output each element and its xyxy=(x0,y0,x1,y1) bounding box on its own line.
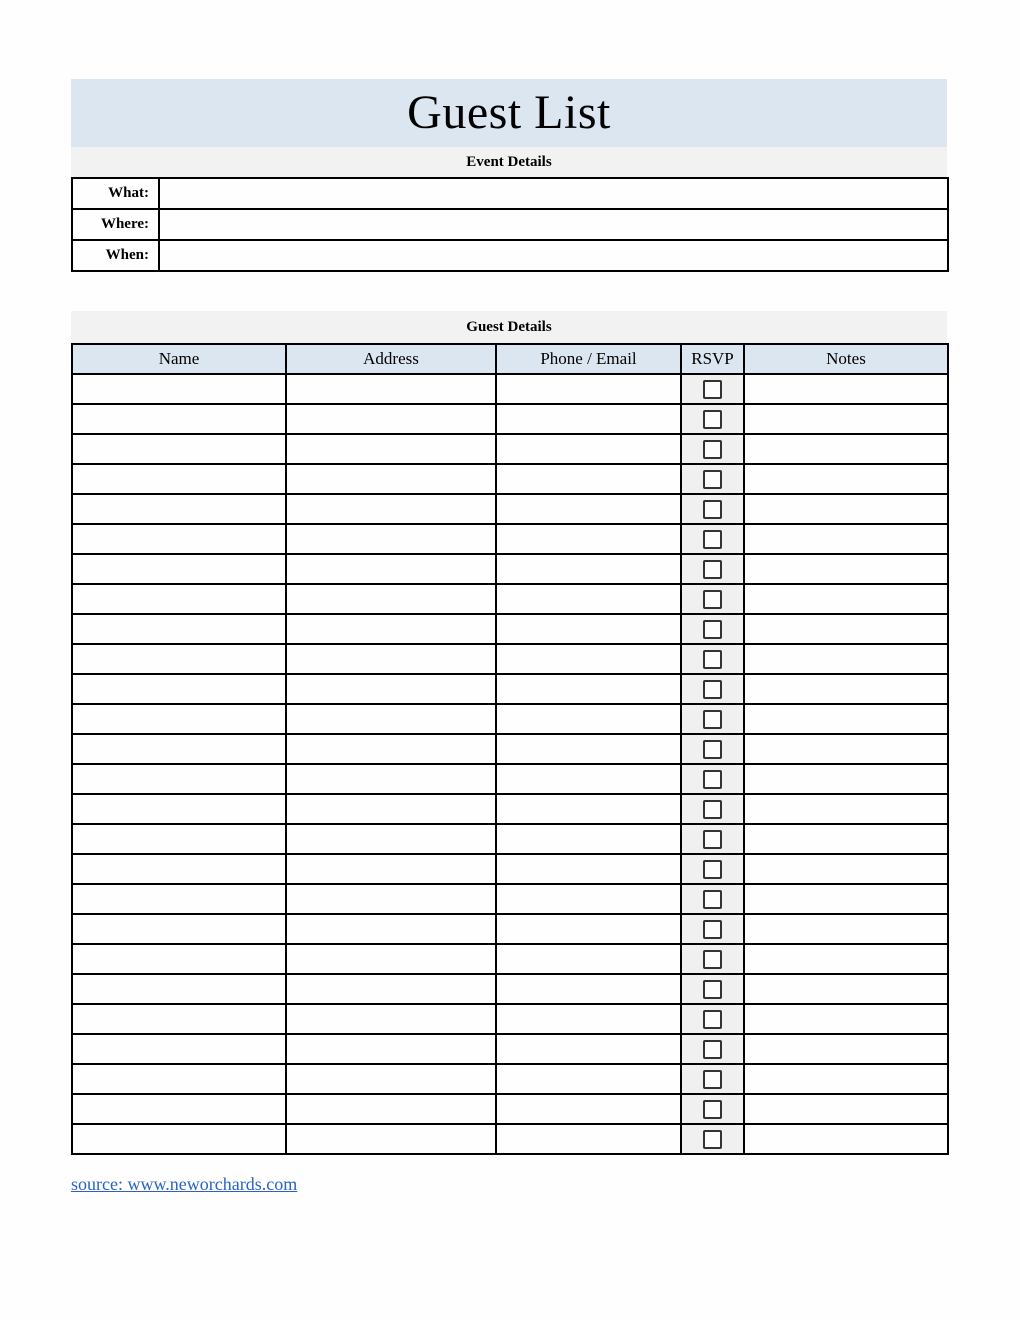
rsvp-checkbox-icon[interactable] xyxy=(703,470,722,489)
guest-table-row xyxy=(72,434,948,464)
guest-address-cell[interactable] xyxy=(286,944,496,974)
rsvp-checkbox-icon[interactable] xyxy=(703,500,722,519)
guest-rsvp-cell[interactable] xyxy=(681,524,744,554)
event-details-section-title: Event Details xyxy=(466,153,552,170)
guest-phone-email-cell[interactable] xyxy=(496,854,681,884)
guest-table-row xyxy=(72,974,948,1004)
guest-name-cell[interactable] xyxy=(72,1124,286,1154)
rsvp-checkbox-icon[interactable] xyxy=(703,590,722,609)
guest-phone-email-cell[interactable] xyxy=(496,644,681,674)
guest-table-row xyxy=(72,524,948,554)
guest-phone-email-cell[interactable] xyxy=(496,884,681,914)
guest-address-cell[interactable] xyxy=(286,644,496,674)
rsvp-checkbox-icon[interactable] xyxy=(703,770,722,789)
rsvp-checkbox-icon[interactable] xyxy=(703,440,722,459)
guest-rsvp-cell[interactable] xyxy=(681,1034,744,1064)
guest-phone-email-cell[interactable] xyxy=(496,914,681,944)
guest-notes-cell[interactable] xyxy=(744,1124,948,1154)
guest-address-cell[interactable] xyxy=(286,1004,496,1034)
guest-phone-email-cell[interactable] xyxy=(496,1094,681,1124)
guest-notes-cell[interactable] xyxy=(744,1094,948,1124)
guest-name-cell[interactable] xyxy=(72,1004,286,1034)
rsvp-checkbox-icon[interactable] xyxy=(703,980,722,999)
guest-notes-cell[interactable] xyxy=(744,884,948,914)
guest-name-cell[interactable] xyxy=(72,494,286,524)
guest-notes-cell[interactable] xyxy=(744,674,948,704)
event-detail-value-field[interactable] xyxy=(159,209,948,240)
rsvp-checkbox-icon[interactable] xyxy=(703,560,722,579)
guest-notes-cell[interactable] xyxy=(744,374,948,404)
guest-name-cell[interactable] xyxy=(72,944,286,974)
guest-address-cell[interactable] xyxy=(286,854,496,884)
guest-table-row xyxy=(72,914,948,944)
guest-rsvp-cell[interactable] xyxy=(681,794,744,824)
guest-rsvp-cell[interactable] xyxy=(681,674,744,704)
guest-name-cell[interactable] xyxy=(72,464,286,494)
guest-table-row xyxy=(72,1064,948,1094)
guest-phone-email-cell[interactable] xyxy=(496,374,681,404)
guest-rsvp-cell[interactable] xyxy=(681,554,744,584)
guest-name-cell[interactable] xyxy=(72,644,286,674)
guest-table-row xyxy=(72,374,948,404)
guest-table-header-row xyxy=(72,344,948,374)
rsvp-checkbox-icon[interactable] xyxy=(703,1100,722,1119)
rsvp-checkbox-icon[interactable] xyxy=(703,380,722,399)
guest-notes-cell[interactable] xyxy=(744,1064,948,1094)
event-detail-row xyxy=(72,240,948,271)
guest-rsvp-cell[interactable] xyxy=(681,404,744,434)
guest-name-cell[interactable] xyxy=(72,1034,286,1064)
guest-address-cell[interactable] xyxy=(286,1034,496,1064)
guest-notes-cell[interactable] xyxy=(744,734,948,764)
rsvp-checkbox-icon[interactable] xyxy=(703,800,722,819)
event-details-section-header xyxy=(71,147,947,177)
guest-address-cell[interactable] xyxy=(286,734,496,764)
guest-table-row xyxy=(72,1004,948,1034)
guest-rsvp-cell[interactable] xyxy=(681,434,744,464)
guest-address-cell[interactable] xyxy=(286,824,496,854)
guest-notes-cell[interactable] xyxy=(744,764,948,794)
guest-rsvp-cell[interactable] xyxy=(681,494,744,524)
rsvp-checkbox-icon[interactable] xyxy=(703,1040,722,1059)
guest-name-cell[interactable] xyxy=(72,794,286,824)
rsvp-checkbox-icon[interactable] xyxy=(703,410,722,429)
guest-rsvp-cell[interactable] xyxy=(681,854,744,884)
event-detail-label: When: xyxy=(72,240,159,271)
guest-address-cell[interactable] xyxy=(286,884,496,914)
guest-details-section-title: Guest Details xyxy=(466,318,552,335)
guest-details-table xyxy=(71,343,949,1155)
guest-address-cell[interactable] xyxy=(286,404,496,434)
guest-table-row xyxy=(72,764,948,794)
event-detail-value-field[interactable] xyxy=(159,240,948,271)
rsvp-checkbox-icon[interactable] xyxy=(703,950,722,969)
guest-rsvp-cell[interactable] xyxy=(681,734,744,764)
page-title: Guest List xyxy=(407,86,611,139)
rsvp-checkbox-icon[interactable] xyxy=(703,620,722,639)
guest-column-header-address: Address xyxy=(286,344,496,374)
rsvp-checkbox-icon[interactable] xyxy=(703,890,722,909)
guest-rsvp-cell[interactable] xyxy=(681,884,744,914)
guest-table-row xyxy=(72,1034,948,1064)
event-details-table xyxy=(71,177,949,272)
guest-table-row xyxy=(72,674,948,704)
rsvp-checkbox-icon[interactable] xyxy=(703,830,722,849)
guest-address-cell[interactable] xyxy=(286,1094,496,1124)
rsvp-checkbox-icon[interactable] xyxy=(703,530,722,549)
guest-table-row xyxy=(72,884,948,914)
guest-rsvp-cell[interactable] xyxy=(681,704,744,734)
guest-address-cell[interactable] xyxy=(286,1124,496,1154)
guest-phone-email-cell[interactable] xyxy=(496,944,681,974)
event-detail-row xyxy=(72,178,948,209)
guest-phone-email-cell[interactable] xyxy=(496,404,681,434)
guest-notes-cell[interactable] xyxy=(744,944,948,974)
event-detail-label: Where: xyxy=(72,209,159,240)
guest-address-cell[interactable] xyxy=(286,494,496,524)
rsvp-checkbox-icon[interactable] xyxy=(703,1010,722,1029)
rsvp-checkbox-icon[interactable] xyxy=(703,740,722,759)
guest-table-row xyxy=(72,644,948,674)
guest-name-cell[interactable] xyxy=(72,524,286,554)
guest-name-cell[interactable] xyxy=(72,374,286,404)
rsvp-checkbox-icon[interactable] xyxy=(703,680,722,699)
guest-table-row xyxy=(72,1094,948,1124)
guest-address-cell[interactable] xyxy=(286,554,496,584)
guest-notes-cell[interactable] xyxy=(744,914,948,944)
guest-column-header-notes: Notes xyxy=(744,344,948,374)
guest-address-cell[interactable] xyxy=(286,584,496,614)
guest-phone-email-cell[interactable] xyxy=(496,434,681,464)
guest-name-cell[interactable] xyxy=(72,614,286,644)
guest-name-cell[interactable] xyxy=(72,1064,286,1094)
guest-name-cell[interactable] xyxy=(72,404,286,434)
guest-address-cell[interactable] xyxy=(286,914,496,944)
guest-address-cell[interactable] xyxy=(286,674,496,704)
guest-notes-cell[interactable] xyxy=(744,854,948,884)
rsvp-checkbox-icon[interactable] xyxy=(703,650,722,669)
rsvp-checkbox-icon[interactable] xyxy=(703,920,722,939)
guest-address-cell[interactable] xyxy=(286,374,496,404)
guest-column-header-phone-email: Phone / Email xyxy=(496,344,681,374)
guest-rsvp-cell[interactable] xyxy=(681,1064,744,1094)
guest-notes-cell[interactable] xyxy=(744,434,948,464)
guest-details-section-header xyxy=(71,311,947,343)
guest-phone-email-cell[interactable] xyxy=(496,824,681,854)
guest-phone-email-cell[interactable] xyxy=(496,524,681,554)
guest-address-cell[interactable] xyxy=(286,974,496,1004)
guest-notes-cell[interactable] xyxy=(744,704,948,734)
event-detail-label: What: xyxy=(72,178,159,209)
guest-phone-email-cell[interactable] xyxy=(496,794,681,824)
guest-notes-cell[interactable] xyxy=(744,494,948,524)
guest-phone-email-cell[interactable] xyxy=(496,674,681,704)
guest-phone-email-cell[interactable] xyxy=(496,1064,681,1094)
guest-phone-email-cell[interactable] xyxy=(496,1124,681,1154)
guest-table-row xyxy=(72,854,948,884)
guest-address-cell[interactable] xyxy=(286,434,496,464)
guest-table-row xyxy=(72,464,948,494)
guest-rsvp-cell[interactable] xyxy=(681,974,744,1004)
guest-name-cell[interactable] xyxy=(72,914,286,944)
guest-address-cell[interactable] xyxy=(286,524,496,554)
guest-name-cell[interactable] xyxy=(72,554,286,584)
guest-table-row xyxy=(72,734,948,764)
guest-rsvp-cell[interactable] xyxy=(681,824,744,854)
guest-rsvp-cell[interactable] xyxy=(681,764,744,794)
guest-table-row xyxy=(72,614,948,644)
guest-notes-cell[interactable] xyxy=(744,524,948,554)
guest-phone-email-cell[interactable] xyxy=(496,1004,681,1034)
guest-rsvp-cell[interactable] xyxy=(681,1124,744,1154)
guest-phone-email-cell[interactable] xyxy=(496,1034,681,1064)
guest-address-cell[interactable] xyxy=(286,794,496,824)
guest-rsvp-cell[interactable] xyxy=(681,584,744,614)
guest-address-cell[interactable] xyxy=(286,1064,496,1094)
guest-notes-cell[interactable] xyxy=(744,584,948,614)
guest-name-cell[interactable] xyxy=(72,734,286,764)
guest-name-cell[interactable] xyxy=(72,764,286,794)
event-detail-row xyxy=(72,209,948,240)
guest-phone-email-cell[interactable] xyxy=(496,614,681,644)
guest-column-header-rsvp: RSVP xyxy=(681,344,744,374)
guest-name-cell[interactable] xyxy=(72,1094,286,1124)
guest-phone-email-cell[interactable] xyxy=(496,764,681,794)
rsvp-checkbox-icon[interactable] xyxy=(703,1070,722,1089)
guest-name-cell[interactable] xyxy=(72,704,286,734)
guest-notes-cell[interactable] xyxy=(744,464,948,494)
guest-rsvp-cell[interactable] xyxy=(681,914,744,944)
guest-table-row xyxy=(72,404,948,434)
guest-phone-email-cell[interactable] xyxy=(496,974,681,1004)
guest-name-cell[interactable] xyxy=(72,974,286,1004)
guest-name-cell[interactable] xyxy=(72,434,286,464)
guest-notes-cell[interactable] xyxy=(744,644,948,674)
guest-notes-cell[interactable] xyxy=(744,824,948,854)
guest-notes-cell[interactable] xyxy=(744,794,948,824)
guest-phone-email-cell[interactable] xyxy=(496,494,681,524)
guest-phone-email-cell[interactable] xyxy=(496,584,681,614)
rsvp-checkbox-icon[interactable] xyxy=(703,1130,722,1149)
guest-table-row xyxy=(72,1124,948,1154)
guest-rsvp-cell[interactable] xyxy=(681,1094,744,1124)
page-title-band xyxy=(71,79,947,147)
rsvp-checkbox-icon[interactable] xyxy=(703,860,722,879)
guest-table-row xyxy=(72,704,948,734)
guest-rsvp-cell[interactable] xyxy=(681,1004,744,1034)
guest-notes-cell[interactable] xyxy=(744,404,948,434)
event-detail-value-field[interactable] xyxy=(159,178,948,209)
guest-table-row xyxy=(72,494,948,524)
guest-address-cell[interactable] xyxy=(286,614,496,644)
guest-column-header-name: Name xyxy=(72,344,286,374)
guest-notes-cell[interactable] xyxy=(744,974,948,1004)
guest-name-cell[interactable] xyxy=(72,584,286,614)
guest-name-cell[interactable] xyxy=(72,884,286,914)
guest-notes-cell[interactable] xyxy=(744,1004,948,1034)
source-link[interactable]: source: www.neworchards.com xyxy=(71,1174,298,1194)
guest-name-cell[interactable] xyxy=(72,674,286,704)
guest-phone-email-cell[interactable] xyxy=(496,554,681,584)
guest-name-cell[interactable] xyxy=(72,824,286,854)
guest-phone-email-cell[interactable] xyxy=(496,464,681,494)
guest-notes-cell[interactable] xyxy=(744,554,948,584)
guest-table-row xyxy=(72,824,948,854)
guest-address-cell[interactable] xyxy=(286,464,496,494)
guest-notes-cell[interactable] xyxy=(744,614,948,644)
guest-rsvp-cell[interactable] xyxy=(681,944,744,974)
rsvp-checkbox-icon[interactable] xyxy=(703,710,722,729)
guest-table-row xyxy=(72,584,948,614)
guest-table-row xyxy=(72,554,948,584)
guest-phone-email-cell[interactable] xyxy=(496,704,681,734)
guest-rsvp-cell[interactable] xyxy=(681,374,744,404)
guest-address-cell[interactable] xyxy=(286,704,496,734)
guest-table-row xyxy=(72,794,948,824)
guest-name-cell[interactable] xyxy=(72,854,286,884)
guest-rsvp-cell[interactable] xyxy=(681,644,744,674)
guest-address-cell[interactable] xyxy=(286,764,496,794)
guest-rsvp-cell[interactable] xyxy=(681,614,744,644)
guest-phone-email-cell[interactable] xyxy=(496,734,681,764)
guest-table-row xyxy=(72,944,948,974)
guest-rsvp-cell[interactable] xyxy=(681,464,744,494)
guest-notes-cell[interactable] xyxy=(744,1034,948,1064)
